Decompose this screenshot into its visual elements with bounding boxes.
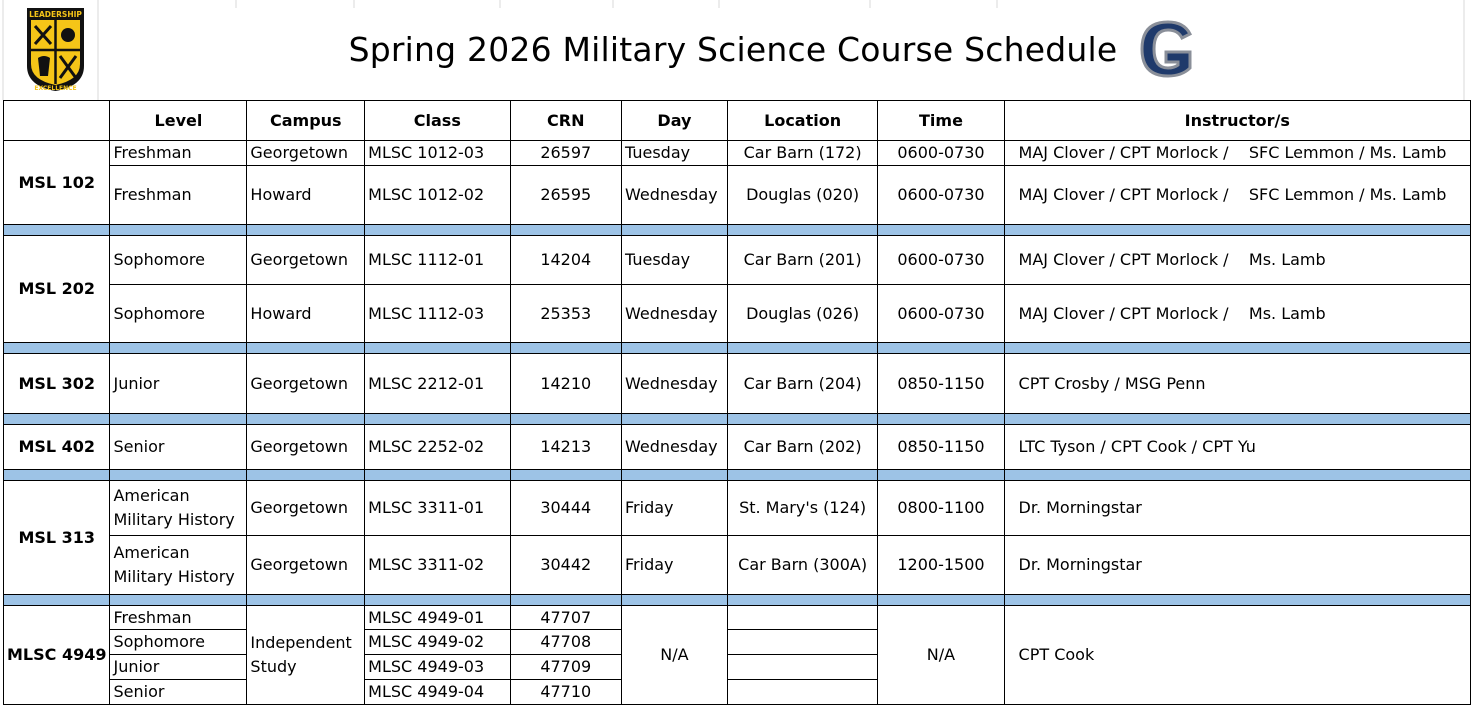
- location-cell: Douglas (020): [727, 166, 878, 225]
- class-cell: MLSC 2212-01: [365, 354, 510, 414]
- campus-cell: Howard: [247, 285, 365, 343]
- course-label: MSL 202: [4, 236, 110, 343]
- level-cell: American Military History: [110, 481, 247, 536]
- crn-cell: 14210: [510, 354, 622, 414]
- instructors-cell: MAJ Clover / CPT Morlock / Ms. Lamb: [1004, 236, 1470, 285]
- instructors-cell: MAJ Clover / CPT Morlock / SFC Lemmon / Ms. Lamb: [1004, 141, 1470, 166]
- instructors-cell: Dr. Morningstar: [1004, 536, 1470, 595]
- group-separator: [4, 343, 1471, 354]
- table-row: [4, 236, 1471, 285]
- group-separator: [4, 225, 1471, 236]
- location-cell: [727, 606, 878, 630]
- location-cell: [727, 655, 878, 680]
- campus-cell: Georgetown: [247, 236, 365, 285]
- header-row: [4, 101, 1471, 141]
- day-cell: Friday: [622, 536, 728, 595]
- header-blank: [4, 101, 110, 141]
- day-cell: Wednesday: [622, 354, 728, 414]
- day-cell: Wednesday: [622, 425, 728, 470]
- location-cell: Car Barn (172): [727, 141, 878, 166]
- time-cell: 0800-1100: [878, 481, 1004, 536]
- time-cell: N/A: [878, 606, 1004, 705]
- crn-cell: 30442: [510, 536, 622, 595]
- georgetown-g-icon: [1126, 12, 1208, 86]
- campus-cell: Georgetown: [247, 425, 365, 470]
- course-label: MSL 102: [4, 141, 110, 225]
- table-row: [4, 285, 1471, 343]
- instructors-cell: MAJ Clover / CPT Morlock / SFC Lemmon / Ms. Lamb: [1004, 166, 1470, 225]
- crn-cell: 47707: [510, 606, 622, 630]
- table-row: [4, 141, 1471, 166]
- level-cell: Sophomore: [110, 285, 247, 343]
- svg-text:EXCELLENCE: EXCELLENCE: [34, 85, 77, 92]
- class-cell: MLSC 1112-03: [365, 285, 510, 343]
- class-cell: MLSC 3311-02: [365, 536, 510, 595]
- time-cell: 0600-0730: [878, 236, 1004, 285]
- location-cell: Car Barn (202): [727, 425, 878, 470]
- campus-cell: Howard: [247, 166, 365, 225]
- course-label: MSL 302: [4, 354, 110, 414]
- campus-cell: Independent Study: [247, 606, 365, 705]
- campus-cell: Georgetown: [247, 141, 365, 166]
- time-cell: 0850-1150: [878, 425, 1004, 470]
- location-cell: Car Barn (300A): [727, 536, 878, 595]
- header-crn: CRN: [510, 101, 622, 141]
- day-cell: Friday: [622, 481, 728, 536]
- class-cell: MLSC 1012-02: [365, 166, 510, 225]
- instructors-cell: Dr. Morningstar: [1004, 481, 1470, 536]
- day-cell: Tuesday: [622, 141, 728, 166]
- time-cell: 0600-0730: [878, 141, 1004, 166]
- level-cell: Freshman: [110, 606, 247, 630]
- instructors-cell: CPT Cook: [1004, 606, 1470, 705]
- level-cell: American Military History: [110, 536, 247, 595]
- class-cell: MLSC 1012-03: [365, 141, 510, 166]
- location-cell: [727, 680, 878, 705]
- location-cell: Car Barn (204): [727, 354, 878, 414]
- crn-cell: 47708: [510, 630, 622, 655]
- crn-cell: 47709: [510, 655, 622, 680]
- class-cell: MLSC 2252-02: [365, 425, 510, 470]
- course-label: MSL 402: [4, 425, 110, 470]
- class-cell: MLSC 4949-02: [365, 630, 510, 655]
- location-cell: Douglas (026): [727, 285, 878, 343]
- time-cell: 0600-0730: [878, 285, 1004, 343]
- table-row: [4, 536, 1471, 595]
- course-label: MLSC 4949: [4, 606, 110, 705]
- table-row: [4, 606, 1471, 630]
- header-class: Class: [365, 101, 510, 141]
- level-cell: Freshman: [110, 166, 247, 225]
- class-cell: MLSC 4949-03: [365, 655, 510, 680]
- level-cell: Senior: [110, 425, 247, 470]
- table-row: [4, 481, 1471, 536]
- table-row: [4, 166, 1471, 225]
- group-separator: [4, 414, 1471, 425]
- table-row: [4, 354, 1471, 414]
- instructors-cell: MAJ Clover / CPT Morlock / Ms. Lamb: [1004, 285, 1470, 343]
- header-instructors: Instructor/s: [1004, 101, 1470, 141]
- class-cell: MLSC 3311-01: [365, 481, 510, 536]
- header-time: Time: [878, 101, 1004, 141]
- svg-text:LEADERSHIP: LEADERSHIP: [29, 10, 82, 19]
- table-row: [4, 425, 1471, 470]
- time-cell: 0600-0730: [878, 166, 1004, 225]
- level-cell: Sophomore: [110, 236, 247, 285]
- course-label: MSL 313: [4, 481, 110, 595]
- header-location: Location: [727, 101, 878, 141]
- day-cell: Wednesday: [622, 166, 728, 225]
- crn-cell: 47710: [510, 680, 622, 705]
- group-separator: [4, 595, 1471, 606]
- level-cell: Sophomore: [110, 630, 247, 655]
- class-cell: MLSC 4949-01: [365, 606, 510, 630]
- campus-cell: Georgetown: [247, 354, 365, 414]
- crn-cell: 26597: [510, 141, 622, 166]
- page-title: Spring 2026 Military Science Course Schedule: [348, 30, 1118, 69]
- instructors-cell: LTC Tyson / CPT Cook / CPT Yu: [1004, 425, 1470, 470]
- time-cell: 0850-1150: [878, 354, 1004, 414]
- level-cell: Junior: [110, 655, 247, 680]
- class-cell: MLSC 4949-04: [365, 680, 510, 705]
- header-day: Day: [622, 101, 728, 141]
- crn-cell: 14213: [510, 425, 622, 470]
- group-separator: [4, 470, 1471, 481]
- crn-cell: 14204: [510, 236, 622, 285]
- location-cell: [727, 630, 878, 655]
- class-cell: MLSC 1112-01: [365, 236, 510, 285]
- level-cell: Senior: [110, 680, 247, 705]
- time-cell: 1200-1500: [878, 536, 1004, 595]
- header-level: Level: [110, 101, 247, 141]
- location-cell: Car Barn (201): [727, 236, 878, 285]
- instructors-cell: CPT Crosby / MSG Penn: [1004, 354, 1470, 414]
- crn-cell: 26595: [510, 166, 622, 225]
- day-cell: Tuesday: [622, 236, 728, 285]
- day-cell: N/A: [622, 606, 728, 705]
- crn-cell: 25353: [510, 285, 622, 343]
- course-schedule-table: [3, 100, 1471, 705]
- campus-cell: Georgetown: [247, 536, 365, 595]
- crn-cell: 30444: [510, 481, 622, 536]
- level-cell: Junior: [110, 354, 247, 414]
- header-campus: Campus: [247, 101, 365, 141]
- day-cell: Wednesday: [622, 285, 728, 343]
- campus-cell: Georgetown: [247, 481, 365, 536]
- level-cell: Freshman: [110, 141, 247, 166]
- location-cell: St. Mary's (124): [727, 481, 878, 536]
